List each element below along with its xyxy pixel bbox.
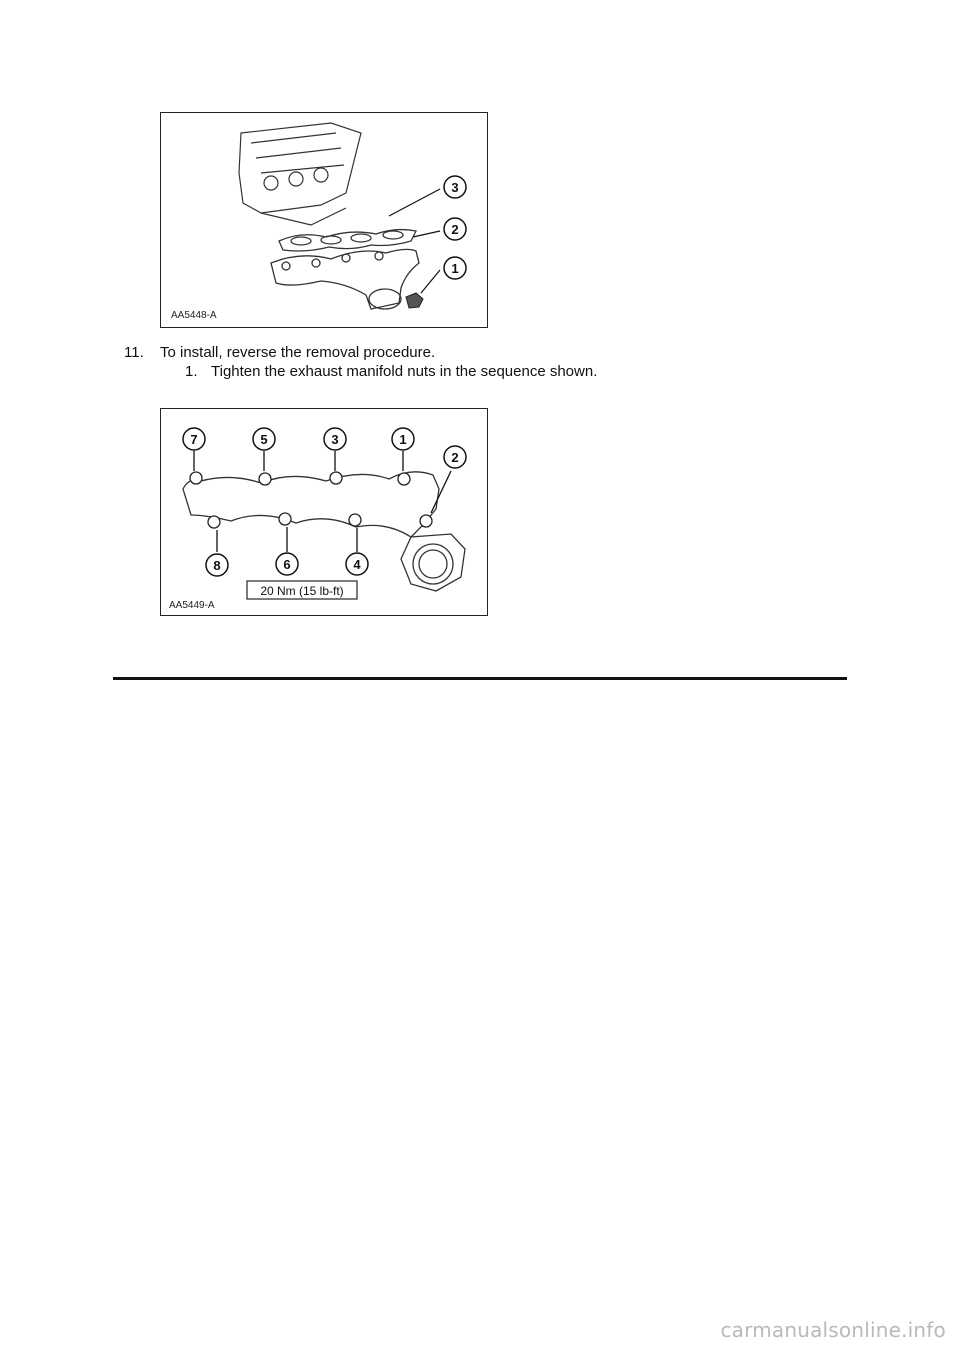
cylinder-head-drawing <box>239 123 361 225</box>
callout-label: 4 <box>353 557 361 572</box>
step-number: 11. <box>124 344 144 361</box>
nut-drawing <box>406 293 423 308</box>
callout-label: 1 <box>399 432 407 447</box>
callout-1 <box>392 428 414 450</box>
callout-label: 3 <box>331 432 339 447</box>
torque-label: 20 Nm (15 lb-ft) <box>260 584 344 598</box>
callout-7 <box>183 428 205 450</box>
callout-label: 2 <box>451 222 459 237</box>
manifold-drawing <box>271 249 419 309</box>
figure-id: AA5448-A <box>171 310 217 321</box>
callout-label: 5 <box>260 432 268 447</box>
figure-id: AA5449-A <box>169 600 215 611</box>
torque-box <box>247 581 357 599</box>
callout-label: 3 <box>451 180 459 195</box>
substep-1 <box>185 363 597 381</box>
step-11 <box>124 344 435 362</box>
callout-label: 6 <box>283 557 291 572</box>
callout-2 <box>444 218 466 240</box>
callout-4 <box>346 553 368 575</box>
callout-1 <box>444 257 466 279</box>
callout-5 <box>253 428 275 450</box>
gasket-drawing <box>279 230 416 251</box>
callout-3 <box>324 428 346 450</box>
substep-number: 1. <box>185 363 198 380</box>
callout-label: 1 <box>451 261 459 276</box>
tightening-sequence-figure <box>160 408 488 616</box>
callout-label: 7 <box>190 432 198 447</box>
substep-text: Tighten the exhaust manifold nuts in the sequence shown. <box>211 363 598 380</box>
leader-lines <box>389 189 440 293</box>
exploded-manifold-figure <box>160 112 488 328</box>
section-divider <box>113 677 847 680</box>
callout-label: 2 <box>451 450 459 465</box>
callout-8 <box>206 554 228 576</box>
callout-2 <box>444 446 466 468</box>
callout-6 <box>276 553 298 575</box>
step-text: To install, reverse the removal procedure. <box>160 344 436 361</box>
watermark: carmanualsonline.info <box>720 1318 946 1342</box>
exploded-manifold-illustration <box>161 113 487 327</box>
callout-label: 8 <box>213 558 221 573</box>
tightening-sequence-illustration <box>161 409 487 615</box>
callout-3 <box>444 176 466 198</box>
